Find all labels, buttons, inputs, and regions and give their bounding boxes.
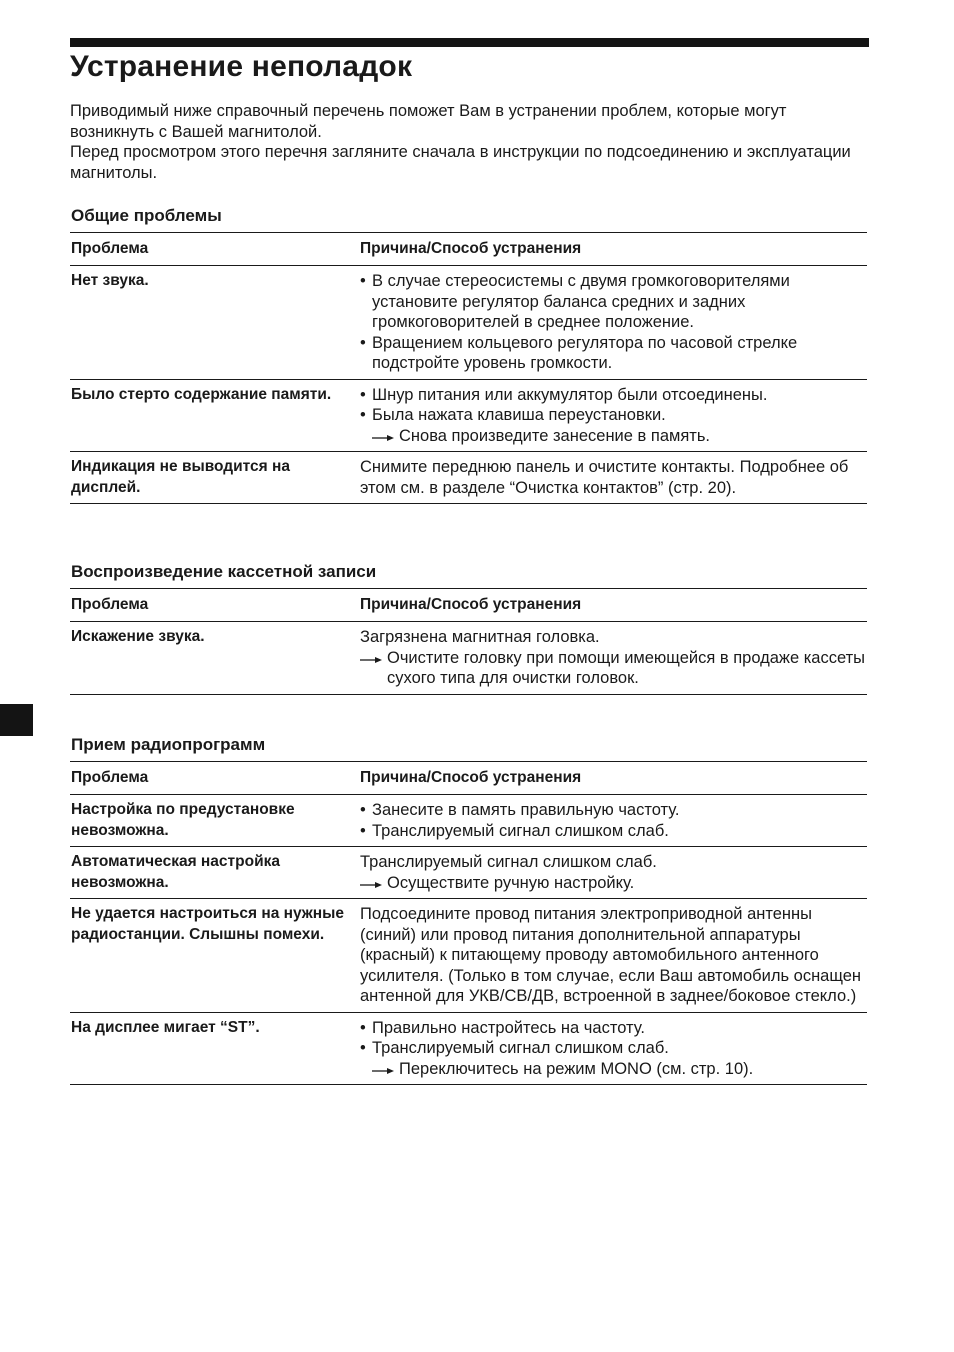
column-header-cause: Причина/Способ устранения <box>359 589 867 622</box>
page-title: Устранение неполадок <box>70 50 413 83</box>
problem-cell: Нет звука. <box>70 266 359 380</box>
arrow-right-icon <box>372 435 394 441</box>
table-row <box>70 266 867 380</box>
section-cassette <box>70 561 869 695</box>
column-header-problem: Проблема <box>70 762 359 795</box>
remedy-text: Снова произведите занесение в память. <box>399 426 711 445</box>
problem-cell: Индикация не выводится на дисплей. <box>70 452 359 504</box>
table-row <box>70 622 867 695</box>
cause-list <box>360 800 867 841</box>
table-header-row <box>70 589 867 622</box>
remedy-line <box>360 648 867 689</box>
cause-bullet: • Транслируемый сигнал слишком слаб. <box>360 821 867 842</box>
intro-paragraph-1: Приводимый ниже справочный перечень поможет Вам в устранении проблем, которые могут возникнуть с Вашей магнитолой. <box>70 102 787 141</box>
cause-text: Подсоедините провод питания электроприводной антенны (синий) или провод питания дополнительной аппаратуры (красный) к питающему проводу автомобильного антенного усилителя. (Только в том случае, если Ваш автомобиль оснащен антенной для УКВ/СВ/ДВ, встроенной в заднее/боковое стекло.) <box>360 905 862 1005</box>
section-title: Воспроизведение кассетной записи <box>71 562 377 581</box>
remedy-text: Очистите головку при помощи имеющейся в продаже кассеты сухого типа для очистки головок. <box>387 648 866 687</box>
cause-list <box>360 271 867 374</box>
table-row <box>70 1012 867 1085</box>
remedy-text: Переключитесь на режим MONO (см. стр. 10). <box>399 1059 754 1078</box>
column-header-cause: Причина/Способ устранения <box>359 762 867 795</box>
table-row <box>70 379 867 452</box>
cause-cell <box>359 795 867 847</box>
table-row <box>70 899 867 1013</box>
section-title: Общие проблемы <box>71 206 222 225</box>
troubleshooting-table <box>70 588 867 695</box>
cause-text: Снимите переднюю панель и очистите контакты. Подробнее об этом см. в разделе “Очистка контактов” (стр. 20). <box>360 458 849 497</box>
cause-bullet: • Занесите в память правильную частоту. <box>360 800 867 821</box>
problem-cell: Не удается настроиться на нужные радиостанции. Слышны помехи. <box>70 899 359 1013</box>
table-row <box>70 847 867 899</box>
cause-cell <box>359 622 867 695</box>
cause-list <box>360 1018 867 1059</box>
cause-cell <box>359 266 867 380</box>
remedy-line <box>372 426 867 447</box>
arrow-right-icon <box>372 1068 394 1074</box>
problem-cell: На дисплее мигает “ST”. <box>70 1012 359 1085</box>
cause-bullet: • В случае стереосистемы с двумя громкоговорителями установите регулятор баланса средних и задних громкоговорителей в среднее положение. <box>360 271 867 333</box>
table-row <box>70 795 867 847</box>
section-radio <box>70 734 869 1085</box>
column-header-problem: Проблема <box>70 233 359 266</box>
cause-cell <box>359 379 867 452</box>
intro-paragraph-2: Перед просмотром этого перечня загляните сначала в инструкции по подсоединению и эксплуатации магнитолы. <box>70 143 851 182</box>
problem-cell: Было стерто содержание памяти. <box>70 379 359 452</box>
intro <box>70 101 860 183</box>
problem-cell: Настройка по предустановке невозможна. <box>70 795 359 847</box>
cause-cell <box>359 899 867 1013</box>
cause-cell <box>359 847 867 899</box>
table-row <box>70 452 867 504</box>
cause-bullet: • Шнур питания или аккумулятор были отсоединены. <box>360 385 867 406</box>
problem-cell: Автоматическая настройка невозможна. <box>70 847 359 899</box>
problem-cell: Искажение звука. <box>70 622 359 695</box>
column-header-problem: Проблема <box>70 589 359 622</box>
cause-cell <box>359 452 867 504</box>
side-tab-marker <box>0 704 33 736</box>
section-general <box>70 205 869 504</box>
arrow-right-icon <box>360 882 382 888</box>
cause-bullet: • Вращением кольцевого регулятора по часовой стрелке подстройте уровень громкости. <box>360 333 867 374</box>
section-title: Прием радиопрограмм <box>71 735 266 754</box>
cause-cell <box>359 1012 867 1085</box>
cause-bullet: • Транслируемый сигнал слишком слаб. <box>360 1038 867 1059</box>
arrow-right-icon <box>360 657 382 663</box>
remedy-text: Осуществите ручную настройку. <box>387 873 635 892</box>
column-header-cause: Причина/Способ устранения <box>359 233 867 266</box>
remedy-line <box>360 873 867 894</box>
remedy-line <box>372 1059 867 1080</box>
table-header-row <box>70 762 867 795</box>
troubleshooting-table <box>70 761 867 1085</box>
cause-text: Загрязнена магнитная головка. <box>360 628 600 646</box>
cause-bullet: • Правильно настройтесь на частоту. <box>360 1018 867 1039</box>
cause-text: Транслируемый сигнал слишком слаб. <box>360 853 657 871</box>
top-rule <box>70 38 869 47</box>
troubleshooting-table <box>70 232 867 504</box>
cause-list <box>360 385 867 426</box>
table-header-row <box>70 233 867 266</box>
cause-bullet: • Была нажата клавиша переустановки. <box>360 405 867 426</box>
